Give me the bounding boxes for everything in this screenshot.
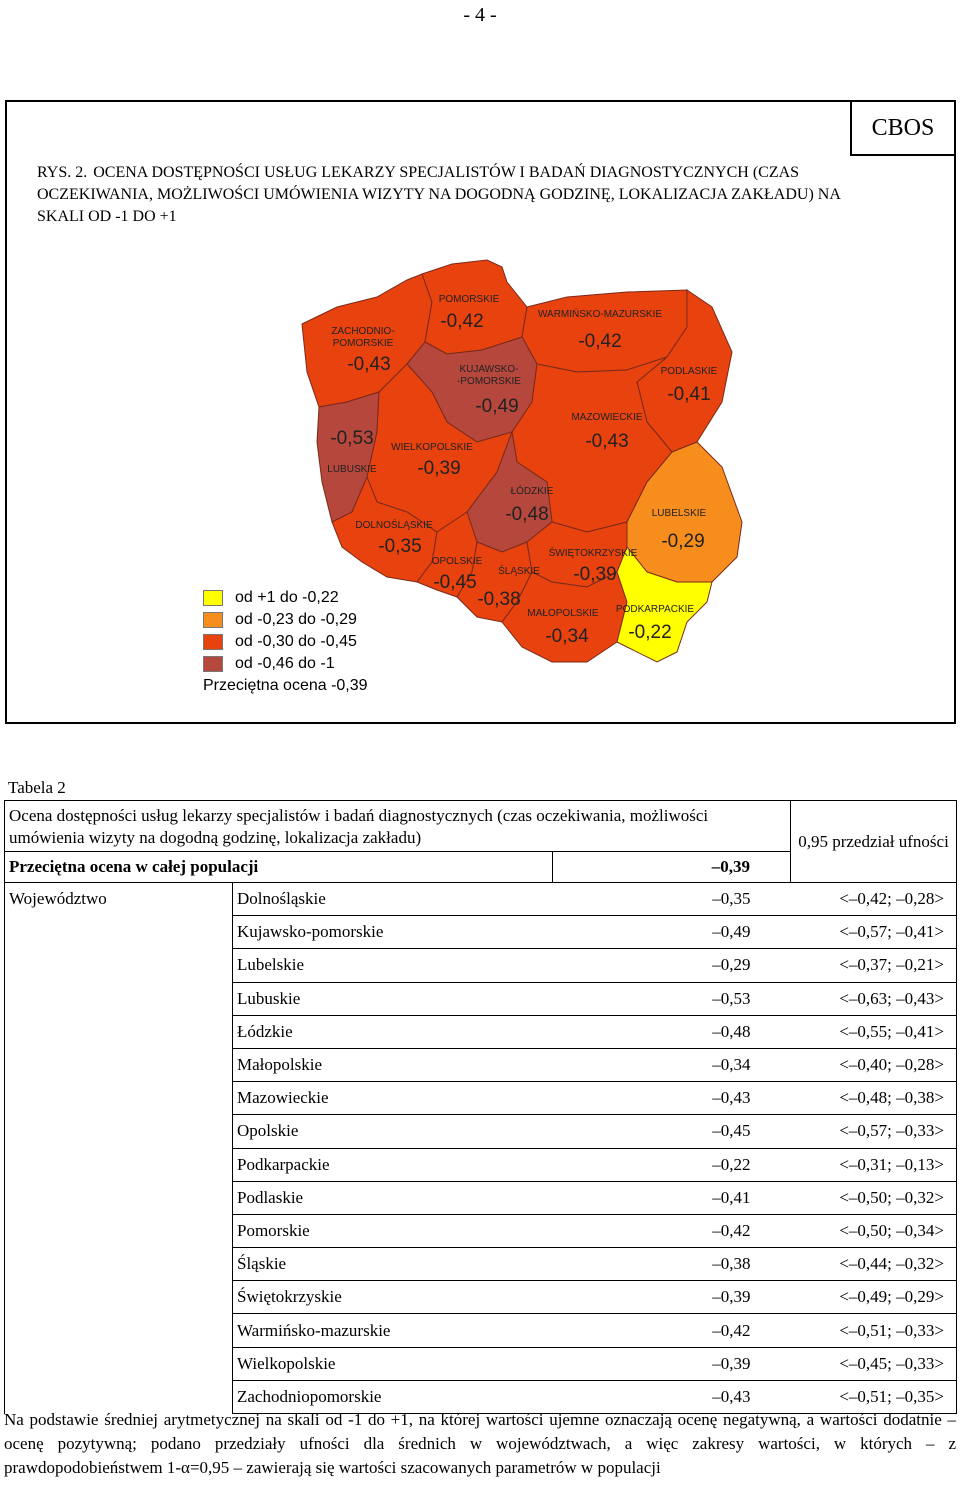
group-label-cell [5,1115,233,1148]
value-cell: –0,29 [553,949,791,982]
region-name-label: WIELKOPOLSKIE [391,442,473,453]
value-cell: –0,34 [553,1048,791,1081]
table-row [5,916,957,949]
legend-swatch [203,656,223,672]
results-table [4,800,957,1414]
group-label-cell [5,1248,233,1281]
ci-cell: <–0,31; –0,13> [791,1148,957,1181]
region-value-label: -0,35 [378,536,422,557]
group-label-cell [5,1281,233,1314]
region-value-label: -0,34 [545,626,589,647]
region-value-label: -0,53 [330,428,374,449]
value-cell: –0,43 [553,1082,791,1115]
table-caption: Tabela 2 [8,778,66,797]
region-name-label: ŚWIĘTOKRZYSKIE [548,548,638,559]
legend-item: od -0,23 do -0,29 [203,609,368,631]
region-name-label: LUBUSKIE [327,464,377,475]
region-name-label: MAŁOPOLSKIE [527,608,599,619]
table-row [5,982,957,1015]
value-cell: –0,53 [553,982,791,1015]
region-name-label: POMORSKIE [438,294,500,305]
region-cell: Świętokrzyskie [233,1281,553,1314]
ci-cell: <–0,42; –0,28> [791,883,957,916]
ci-cell: <–0,63; –0,43> [791,982,957,1015]
value-cell: –0,38 [553,1248,791,1281]
group-label-cell [5,1082,233,1115]
region-cell: Śląskie [233,1248,553,1281]
region-cell: Mazowieckie [233,1082,553,1115]
legend-average: Przeciętna ocena -0,39 [203,677,368,694]
legend-swatch [203,634,223,650]
region-value-label: -0,42 [578,331,622,352]
region-cell: Opolskie [233,1115,553,1148]
figure-title-text: OCENA DOSTĘPNOŚCI USŁUG LEKARZY SPECJALISTÓW I BADAŃ DIAGNOSTYCZNYCH (CZAS OCZEKIWANIA, MOŻLIWOŚCI UMÓWIENIA WIZYTY NA DOGODNĄ GODZINĘ, LOKALIZACJA ZAKŁADU) NA SKALI OD -1 DO +1 [37,164,840,225]
group-label-cell [5,1214,233,1247]
region-cell: Łódzkie [233,1015,553,1048]
region-name-label: PODKARPACKIE [615,604,695,615]
region-cell: Kujawsko-pomorskie [233,916,553,949]
avg-label: Przeciętna ocena w całej populacji [5,852,553,883]
ci-cell: <–0,55; –0,41> [791,1015,957,1048]
region-name-label: DOLNOŚLĄSKIE [355,520,433,531]
region-cell: Lubuskie [233,982,553,1015]
region-name-label: -POMORSKIE [457,376,521,387]
legend-item: od +1 do -0,22 [203,587,368,609]
region-cell: Lubelskie [233,949,553,982]
value-cell: –0,39 [553,1347,791,1380]
value-cell: –0,49 [553,916,791,949]
group-label-cell [5,916,233,949]
group-label-cell [5,1314,233,1347]
region-name-label: ŁÓDZKIE [510,486,554,497]
region-value-label: -0,39 [573,564,617,585]
region-name-label: PODLASKIE [660,366,718,377]
value-cell: –0,43 [553,1380,791,1413]
table-row [5,1248,957,1281]
region-value-label: -0,42 [440,311,484,332]
region-value-label: -0,22 [628,622,672,643]
table-row [5,1314,957,1347]
legend-item: od -0,30 do -0,45 [203,631,368,653]
region-value-label: -0,39 [417,458,461,479]
figure-label: RYS. 2. [37,164,88,181]
group-label-cell [5,1048,233,1081]
group-label-cell [5,1148,233,1181]
value-cell: –0,39 [553,1281,791,1314]
source-label: CBOS [850,100,956,156]
region-name-label: ŚLĄSKIE [498,566,540,577]
value-cell: –0,35 [553,883,791,916]
legend-swatch [203,612,223,628]
table-row [5,1082,957,1115]
value-cell: –0,45 [553,1115,791,1148]
region-value-label: -0,43 [585,431,629,452]
ci-cell: <–0,51; –0,35> [791,1380,957,1413]
region-name-label: KUJAWSKO- [459,364,519,375]
region-cell: Podkarpackie [233,1148,553,1181]
map-labels [7,102,954,722]
table-row [5,1048,957,1081]
table-description: Ocena dostępności usług lekarzy specjalistów i badań diagnostycznych (czas oczekiwania, możliwości umówienia wizyty na dogodną godzinę, lokalizacja zakładu) [5,801,791,852]
table-row [5,1214,957,1247]
value-cell: –0,42 [553,1314,791,1347]
group-label-cell: Województwo [5,883,233,916]
value-cell: –0,22 [553,1148,791,1181]
region-cell: Wielkopolskie [233,1347,553,1380]
region-name-label: WARMIŃSKO-MAZURSKIE [537,309,663,320]
table-row [5,883,957,916]
region-cell: Małopolskie [233,1048,553,1081]
region-cell: Dolnośląskie [233,883,553,916]
group-label-cell [5,1181,233,1214]
value-cell: –0,48 [553,1015,791,1048]
region-cell: Warmińsko-mazurskie [233,1314,553,1347]
region-name-label: LUBELSKIE [651,508,707,519]
region-value-label: -0,29 [661,531,705,552]
table-row [5,1015,957,1048]
ci-cell: <–0,49; –0,29> [791,1281,957,1314]
ci-cell: <–0,37; –0,21> [791,949,957,982]
region-cell: Zachodniopomorskie [233,1380,553,1413]
ci-cell: <–0,51; –0,33> [791,1314,957,1347]
region-name-label: POMORSKIE [332,338,394,349]
group-label-cell [5,1015,233,1048]
table-row [5,1115,957,1148]
ci-cell: <–0,57; –0,33> [791,1115,957,1148]
region-value-label: -0,45 [433,572,477,593]
map-legend [203,587,368,695]
legend-swatch [203,590,223,606]
region-name-label: OPOLSKIE [431,556,483,567]
region-value-label: -0,48 [505,504,549,525]
region-value-label: -0,38 [477,589,521,610]
ci-cell: <–0,48; –0,38> [791,1082,957,1115]
region-name-label: ZACHODNIO- [331,326,395,337]
figure-frame [5,100,956,724]
value-cell: –0,42 [553,1214,791,1247]
region-value-label: -0,43 [347,354,391,375]
region-name-label: MAZOWIECKIE [571,412,643,423]
table-row [5,1181,957,1214]
ci-cell: <–0,40; –0,28> [791,1048,957,1081]
ci-header: 0,95 przedział ufności [791,801,957,883]
avg-value: –0,39 [553,852,791,883]
page-number: - 4 - [463,4,497,26]
region-cell: Podlaskie [233,1181,553,1214]
table-row [5,1281,957,1314]
value-cell: –0,41 [553,1181,791,1214]
group-label-cell [5,982,233,1015]
ci-cell: <–0,50; –0,34> [791,1214,957,1247]
legend-item: od -0,46 do -1 [203,653,368,675]
region-value-label: -0,49 [475,396,519,417]
region-value-label: -0,41 [667,384,711,405]
table-row [5,1148,957,1181]
table-row [5,949,957,982]
region-cell: Pomorskie [233,1214,553,1247]
group-label-cell [5,949,233,982]
ci-cell: <–0,45; –0,33> [791,1347,957,1380]
ci-cell: <–0,44; –0,32> [791,1248,957,1281]
ci-cell: <–0,57; –0,41> [791,916,957,949]
group-label-cell [5,1347,233,1380]
table-row [5,1347,957,1380]
footnote: Na podstawie średniej arytmetycznej na skali od -1 do +1, na której wartości ujemne oznaczają ocenę negatywną, a wartości dodatnie – ocenę pozytywną; podano przedziały ufności dla średnich w województwach, a więc zakresy wartości, w których – z prawdopodobieństwem 1-α=0,95 – zawierają się wartości szacowanych parametrów w populacji [4,1410,956,1477]
ci-cell: <–0,50; –0,32> [791,1181,957,1214]
